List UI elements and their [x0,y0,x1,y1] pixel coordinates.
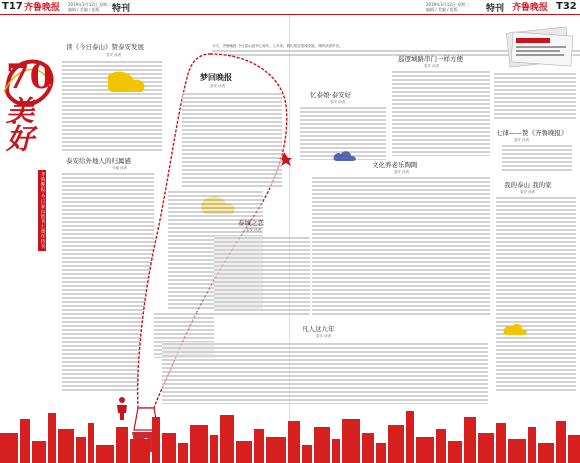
article-title-8: 凡人这九年 [302,325,335,333]
article-title-9: 七律——赞《齐鲁晚报》 [496,129,568,137]
article-title-3: 梦回晚报 [200,73,232,82]
article-body-7 [312,176,490,316]
cloud-icon-2 [330,148,358,164]
article-title-7: 文化养老乐陶陶 [372,161,418,169]
article-author-5: 泰安 读者 [246,228,262,232]
article-body-6 [392,70,490,156]
article-title-5: 泰城之恋 [238,219,264,227]
article-author-2: 外地 读者 [112,166,128,170]
right-section-label: 特刊 [486,4,505,14]
left-editors: 编辑 / 美编 / 组版 [68,7,100,12]
article-author-10: 泰安 读者 [520,190,536,194]
article-title-6: 巡逻城路串门一样方便 [398,55,463,63]
banner-big-title: 美好 [2,96,35,152]
intro-text: 今天，齐鲁晚报·今日泰山创刊七周年。七年来，我们见证泰城发展，倾听读者声音。 [212,44,343,48]
article-body-5 [214,236,310,316]
article-body-8 [162,342,488,404]
right-column-text-1 [494,72,576,120]
article-author-3: 泰安 读者 [210,84,226,88]
left-date: 2019年3月12日 星期二 [68,2,112,7]
article-title-1: 读《今日泰山》赞泰安发展 [66,43,144,51]
article-author-7: 泰安 读者 [394,170,410,174]
right-page-number: T32 [556,1,577,12]
article-title-10: 我的泰山 我的家 [504,181,552,189]
left-page-header [0,0,290,15]
article-body-9 [502,144,572,172]
article-title-4: 忆泰娘·泰安好 [310,91,352,99]
right-date: 2019年3月12日 星期二 [426,2,470,7]
article-author-4: 泰安 读者 [330,100,346,104]
article-author-1: 泰安 读者 [106,53,122,57]
article-author-6: 泰安 读者 [424,64,440,68]
left-section-label: 特刊 [112,4,131,14]
right-page-header [290,0,580,15]
cloud-icon [500,320,530,338]
left-masthead: 齐鲁晚报 [24,3,61,13]
anniversary-number: 70 [6,57,54,97]
left-page-number: T17 [2,1,23,12]
article-body-10 [496,196,576,392]
article-author-9: 泰安 读者 [514,138,530,142]
right-masthead: 齐鲁晚报 [512,3,549,13]
right-editors: 编辑 / 美编 / 组版 [426,7,458,12]
city-skyline-graphic [0,403,580,463]
article-author-8: 泰安 读者 [316,334,332,338]
article-body-3 [182,92,282,188]
newspaper-stack-graphic [502,22,576,70]
article-title-2: 泰安给外地人的归属感 [66,157,131,165]
banner-vertical-subtitle: 齐鲁晚报·今日泰山创刊七周年特刊 [40,172,45,249]
